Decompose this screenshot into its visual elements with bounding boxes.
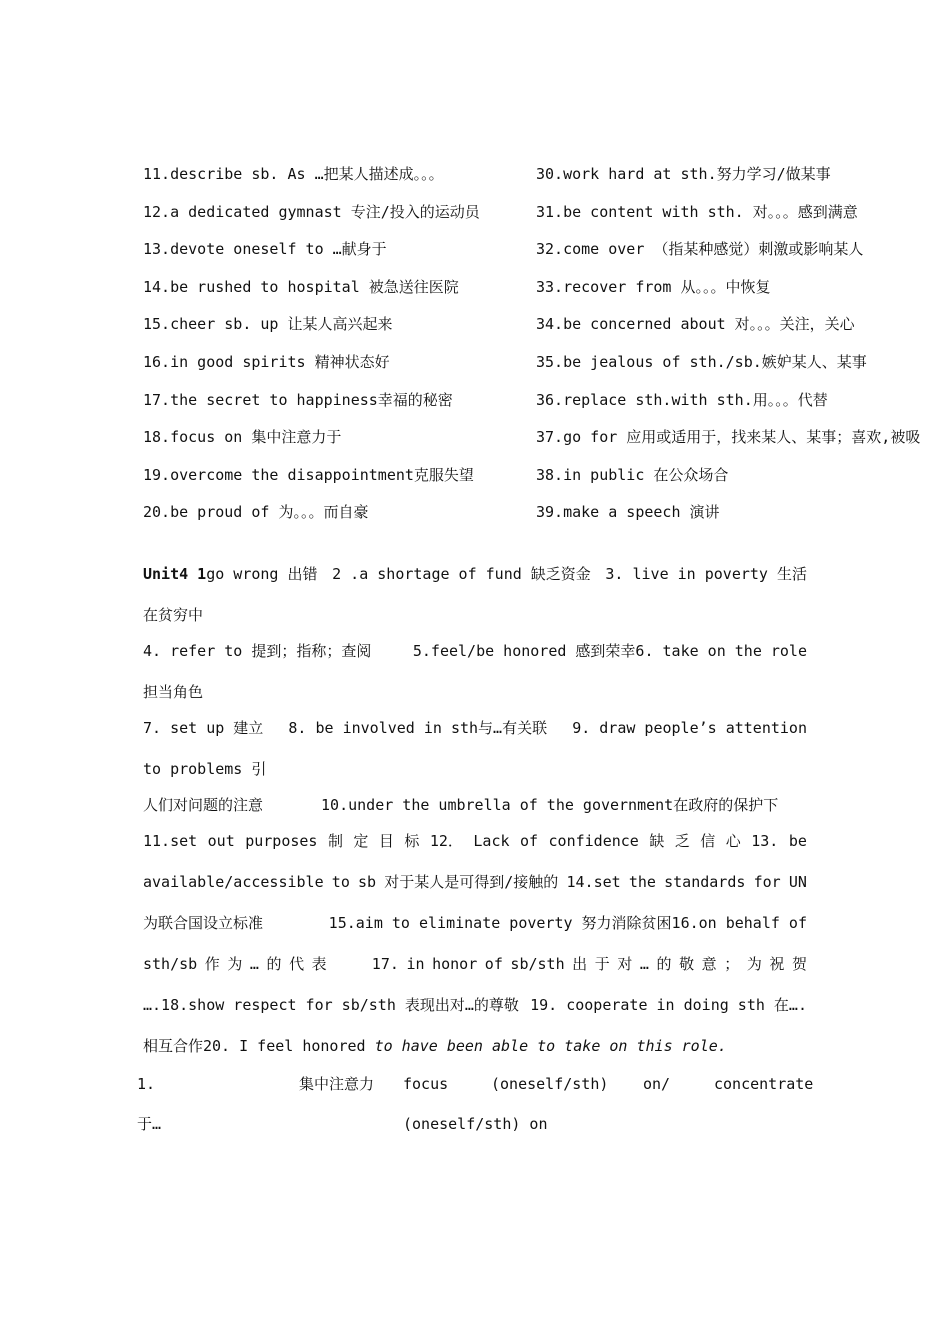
- unit4-line-8: 11.set out purposes 制 定 目 标 12． Lack of confidence 缺 乏 信 心 13. be: [143, 832, 807, 850]
- phrase-en: (oneself/sth): [491, 1075, 609, 1093]
- vocab-list-right: [536, 163, 950, 539]
- vocab-item: 19.overcome the disappointment克服失望: [143, 465, 474, 484]
- phrase: 4. refer to 提到；指称；查阅: [143, 642, 372, 660]
- vocab-item: 20.be proud of 为。。。而自豪: [143, 503, 369, 522]
- vocab-item: 11.describe sb. As …把某人描述成。。。: [143, 165, 444, 183]
- vocab-item: 35.be jealous of sth./sb.嫉妒某人、某事: [536, 352, 867, 371]
- phrase: 9. draw people’s attention: [572, 719, 807, 737]
- vocab-item: 39.make a speech 演讲: [536, 503, 720, 522]
- vocab-item: 31.be content with sth. 对。。。感到满意: [536, 202, 858, 221]
- unit4-line-10: 为联合国设立标准 15.aim to eliminate poverty 努力消除贫困16.on behalf of: [143, 914, 807, 932]
- item-number: 1.: [137, 1075, 156, 1093]
- phrase: 2 .a shortage of fund 缺乏资金: [332, 565, 591, 583]
- unit4-line-11: sth/sb 作 为 … 的 代 表 17. in honor of sb/sth 出 于 对 … 的 敬 意 ； 为 祝 贺: [143, 955, 807, 973]
- unit4-section: [143, 563, 807, 1071]
- vocab-item: 18.focus on 集中注意力于: [143, 428, 342, 447]
- vocab-item: 16.in good spirits 精神状态好: [143, 352, 390, 371]
- unit4-line-6: to problems 引: [143, 760, 267, 778]
- vocab-item: 17.the secret to happiness幸福的秘密: [143, 390, 453, 409]
- vocab-item: 13.devote oneself to …献身于: [143, 240, 387, 259]
- unit4-line-5: [143, 717, 807, 758]
- phrase-en: on/: [643, 1075, 671, 1093]
- phrase-en: (oneself/sth) on: [403, 1115, 548, 1133]
- vocab-item: 36.replace sth.with sth.用。。。代替: [536, 390, 828, 409]
- unit4-line-9: available/accessible to sb 对于某人是可得到/接触的 14.set the standards for UN: [143, 873, 807, 891]
- vocab-item: 12.a dedicated gymnast 专注/投入的运动员: [143, 202, 480, 221]
- vocab-item: 33.recover from 从。。。中恢复: [536, 277, 771, 296]
- vocab-list-left: [143, 163, 533, 539]
- phrase: 3. live in poverty 生活: [605, 565, 807, 583]
- phrase: go wrong 出错: [206, 565, 318, 583]
- unit4-line-12: ….18.show respect for sb/sth 表现出对…的尊敬 19. cooperate in doing sth 在….: [143, 996, 807, 1014]
- unit4-line-13: 相互合作20. I feel honored to have been able to take on this role.: [143, 1037, 727, 1055]
- focus-phrase-block: [137, 1073, 814, 1153]
- phrase: 8. be involved in sth与…有关联: [288, 719, 548, 737]
- vocab-item: 38.in public 在公众场合: [536, 465, 729, 484]
- vocab-item: 30.work hard at sth.努力学习/做某事: [536, 165, 831, 183]
- unit4-line-4: 担当角色: [143, 683, 204, 701]
- vocab-item: 37.go for 应用或适用于，找来某人、某事；喜欢,被吸: [536, 428, 921, 447]
- phrase-cn: 于…: [137, 1115, 162, 1133]
- unit4-line-3: [143, 640, 807, 681]
- phrase-cn: 集中注意力: [299, 1075, 375, 1093]
- phrase: 5.feel/be honored 感到荣幸6. take on the role: [412, 642, 807, 660]
- vocab-item: 14.be rushed to hospital 被急送往医院: [143, 277, 459, 296]
- focus-row-2: [137, 1113, 807, 1153]
- focus-row-1: [137, 1073, 814, 1113]
- phrase: 10.under the umbrella of the government在政府的保护下: [321, 796, 779, 814]
- unit4-line-1: [143, 563, 807, 604]
- phrase: 人们对问题的注意: [143, 796, 264, 814]
- vocab-item: 15.cheer sb. up 让某人高兴起来: [143, 315, 393, 334]
- phrase-en: focus: [403, 1075, 449, 1093]
- phrase-en: concentrate: [714, 1075, 814, 1093]
- unit4-line-2: 在贫穷中: [143, 606, 204, 624]
- phrase: 7. set up 建立: [143, 719, 264, 737]
- vocab-item: 34.be concerned about 对。。。关注，关心: [536, 315, 855, 334]
- unit4-line-7: [143, 794, 807, 830]
- unit4-heading: Unit4 1: [143, 565, 207, 583]
- vocab-item: 32.come over （指某种感觉）刺激或影响某人: [536, 240, 864, 259]
